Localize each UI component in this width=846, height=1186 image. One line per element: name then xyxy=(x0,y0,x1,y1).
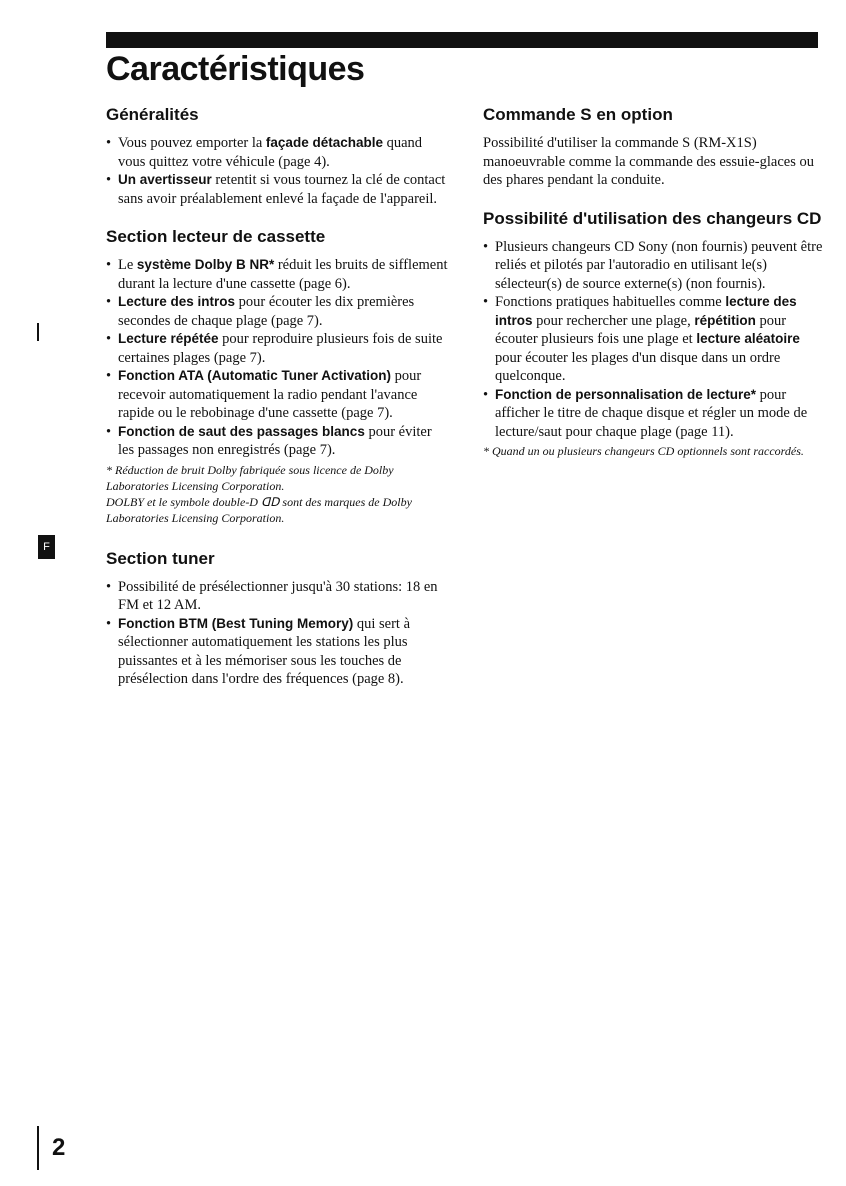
item-text: réduit les bruits de sifflement durant la lecture d'une cassette (page 6). xyxy=(118,257,448,292)
item-text: pour recevoir automatiquement la radio pendant l'avance rapide ou le rebobinage d'une cassette (page 7). xyxy=(118,368,422,421)
section-changeurs-cd xyxy=(483,208,823,460)
feature-list xyxy=(483,238,823,442)
margin-mark xyxy=(37,1126,39,1170)
language-tab: F xyxy=(38,535,55,559)
item-keyword: lecture aléatoire xyxy=(696,331,800,346)
item-text: pour écouter les plages d'un disque dans un ordre quelconque. xyxy=(495,349,781,384)
item-keyword: Lecture répétée xyxy=(118,331,219,346)
list-item xyxy=(483,386,823,442)
item-keyword: façade détachable xyxy=(265,135,383,150)
item-keyword: Fonction de saut des passages blancs xyxy=(118,423,365,439)
item-text: quand vous quittez votre véhicule (page 4). xyxy=(118,135,423,170)
list-item xyxy=(106,423,451,460)
page-title: Caractéristiques xyxy=(106,50,365,88)
right-column xyxy=(483,104,823,477)
footnote: * Quand un ou plusieurs changeurs CD optionnels sont raccordés. xyxy=(483,444,804,458)
item-text: Possibilité de présélectionner jusqu'à 30 stations: 18 en FM et 12 AM. xyxy=(118,578,438,613)
trademark-note: DOLBY et le symbole double-D ᗡᗞ sont des marques de Dolby Laboratories Licensing Corporation. xyxy=(106,494,412,525)
paragraph: Possibilité d'utiliser la commande S (RM-X1S) manoeuvrable comme la commande des essuie-glaces ou des phares pendant la conduite. xyxy=(483,135,814,188)
item-text: pour reproduire plusieurs fois de suite certaines plages (page 7). xyxy=(118,331,443,366)
item-text: Plusieurs changeurs CD Sony (non fournis) peuvent être reliés et pilotés par l'autoradio en utilisant le(s) sélecteur(s) de source externe(s) (non fournis). xyxy=(495,238,823,292)
list-item xyxy=(106,578,451,615)
section-generalites xyxy=(106,104,451,208)
list-item xyxy=(106,256,451,293)
item-keyword: Fonction ATA (Automatic Tuner Activation) xyxy=(118,368,391,383)
section-heading: Section tuner xyxy=(106,548,215,568)
section-heading: Section lecteur de cassette xyxy=(106,227,326,246)
item-keyword: système Dolby B NR* xyxy=(136,257,275,272)
feature-list xyxy=(106,134,451,208)
item-keyword: lecture des intros xyxy=(495,294,797,328)
title-rule xyxy=(106,32,818,48)
item-text: Le xyxy=(118,257,137,273)
item-keyword: Fonction BTM (Best Tuning Memory) xyxy=(118,615,354,631)
footnote: * Réduction de bruit Dolby fabriquée sous licence de Dolby Laboratories Licensing Corporation. xyxy=(106,462,394,493)
section-heading: Commande S en option xyxy=(483,105,673,124)
item-text: pour écouter plusieurs fois une plage et xyxy=(495,312,787,347)
list-item xyxy=(106,615,451,689)
feature-list xyxy=(106,256,451,460)
list-item xyxy=(483,238,823,294)
item-keyword: Fonction de personnalisation de lecture* xyxy=(495,386,757,402)
list-item xyxy=(483,293,823,386)
margin-mark xyxy=(37,323,39,341)
list-item xyxy=(106,330,451,367)
feature-list xyxy=(106,578,451,689)
item-text: retentit si vous tournez la clé de contact sans avoir préalablement enlevé la façade de l'appareil. xyxy=(118,172,446,207)
list-item xyxy=(106,293,451,330)
item-text: pour éviter les passages non enregistrés (page 7). xyxy=(118,423,432,458)
item-text: Fonctions pratiques habituelles comme xyxy=(495,294,726,310)
item-keyword: Lecture des intros xyxy=(118,294,236,309)
item-text: pour rechercher une plage, xyxy=(532,312,695,329)
list-item xyxy=(106,367,451,423)
item-text: pour écouter les dix premières secondes de chaque plage (page 7). xyxy=(118,294,415,329)
item-keyword: répétition xyxy=(694,312,756,328)
item-text: Vous pouvez emporter la xyxy=(118,135,266,151)
item-text: pour afficher le titre de chaque disque et régler un mode de lecture/saut pour chaque plage (page 11). xyxy=(495,386,808,440)
item-keyword: Un avertisseur xyxy=(118,172,212,187)
section-cassette xyxy=(106,226,451,526)
left-column xyxy=(106,104,451,707)
list-item xyxy=(106,171,451,208)
page-number: 2 xyxy=(52,1134,66,1161)
item-text: qui sert à sélectionner automatiquement les stations les plus puissantes et à les mémoriser sous les touches de présélection dans l'ordre des fréquences (page 8). xyxy=(118,615,411,687)
section-heading: Généralités xyxy=(106,105,199,124)
section-commande-s xyxy=(483,104,823,190)
section-tuner xyxy=(106,548,451,689)
list-item xyxy=(106,134,451,171)
section-heading: Possibilité d'utilisation des changeurs CD xyxy=(483,208,822,228)
